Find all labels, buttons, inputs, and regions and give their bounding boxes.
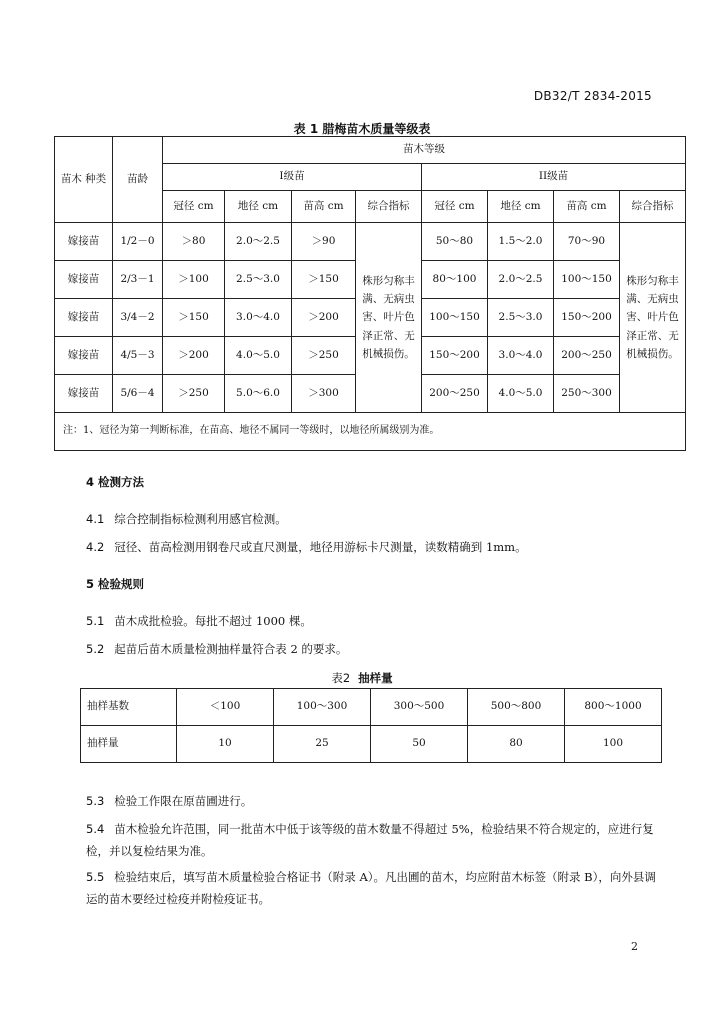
cell-g2-height: 70～90 [554,223,620,261]
cell-g2-crown: 50～80 [422,223,488,261]
cell-g2-base: 2.0～2.5 [488,261,554,299]
composite-index-grade1: 株形匀称丰满、无病虫害、叶片色泽正常、无机械损伤。 [356,223,422,413]
cell-age: 5/6－4 [113,375,163,413]
cell-g1-crown: ＞100 [163,261,225,299]
cell-g1-base: 5.0～6.0 [225,375,292,413]
subheader-cell: 地径 cm [225,191,292,223]
clause-number: 5.1 [86,614,105,628]
cell-g2-base: 3.0～4.0 [488,337,554,375]
clause-number: 5.4 [86,822,105,836]
composite-index-grade2: 株形匀称丰满、无病虫害、叶片色泽正常、无机械损伤。 [620,223,686,413]
cell-g2-base: 1.5～2.0 [488,223,554,261]
cell-g2-height: 250～300 [554,375,620,413]
cell-type: 嫁接苗 [55,337,113,375]
cell-g1-base: 4.0～5.0 [225,337,292,375]
cell-g1-crown: ＞250 [163,375,225,413]
cell-g1-height: ＞200 [292,299,356,337]
table-cell: 10 [177,726,274,763]
table-row [81,726,662,763]
table-cell: 80 [468,726,565,763]
paragraph-5-3 [86,790,666,812]
cell-g1-base: 3.0～4.0 [225,299,292,337]
table1-title: 表 1 腊梅苗木质量等级表 [293,122,431,136]
grading-table [54,136,686,451]
clause-text: 起苗后苗木质量检测抽样量符合表 2 的要求。 [114,642,348,656]
paragraph-5-4 [86,818,666,862]
col-header-type: 苗木 种类 [55,137,113,223]
cell-g1-base: 2.5～3.0 [225,261,292,299]
clause-text: 检验结束后，填写苗木质量检验合格证书（附录 A）。凡出圃的苗木，均应附苗木标签（附录 B），向外县调运的苗木要经过检疫并附检疫证书。 [86,870,656,906]
cell-g2-height: 150～200 [554,299,620,337]
cell-g1-base: 2.0～2.5 [225,223,292,261]
subheader-cell: 苗高 cm [292,191,356,223]
cell-g1-height: ＞300 [292,375,356,413]
cell-g2-base: 2.5～3.0 [488,299,554,337]
table2-title [0,670,724,686]
table2-title-number: 表2 [331,671,351,685]
table-cell: 500～800 [468,689,565,726]
cell-g2-crown: 150～200 [422,337,488,375]
sampling-table [80,688,662,763]
cell-g1-crown: ＞80 [163,223,225,261]
table2-title-text: 抽样量 [358,671,393,685]
cell-g1-height: ＞150 [292,261,356,299]
subheader-cell: 苗高 cm [554,191,620,223]
paragraph-5-5 [86,866,666,910]
standard-code: DB32/T 2834-2015 [533,89,652,103]
clause-text: 综合控制指标检测利用感官检测。 [114,512,287,526]
paragraph-5-1 [86,610,666,632]
clause-text: 苗木成批检验。每批不超过 1000 棵。 [114,614,312,628]
clause-text: 检验工作限在原苗圃进行。 [114,794,253,808]
clause-number: 4.1 [86,512,105,526]
clause-number: 5.2 [86,642,105,656]
table-cell: ＜100 [177,689,274,726]
cell-age: 1/2－0 [113,223,163,261]
section5-heading: 5 检验规则 [86,577,145,591]
table-cell: 800～1000 [565,689,662,726]
page-number: 2 [631,940,638,953]
cell-g1-crown: ＞200 [163,337,225,375]
cell-type: 嫁接苗 [55,375,113,413]
grade2-header: II级苗 [422,164,686,191]
row-label: 抽样量 [81,726,177,763]
cell-type: 嫁接苗 [55,261,113,299]
subheader-cell: 综合指标 [356,191,422,223]
col-header-age: 苗龄 [113,137,163,223]
table-row [55,223,686,261]
cell-age: 3/4－2 [113,299,163,337]
table-cell: 300～500 [371,689,468,726]
cell-g2-crown: 80～100 [422,261,488,299]
paragraph-5-2 [86,638,666,660]
cell-g2-height: 100～150 [554,261,620,299]
table-cell: 100～300 [274,689,371,726]
paragraph-4-2 [86,536,666,558]
cell-g1-height: ＞90 [292,223,356,261]
cell-age: 2/3－1 [113,261,163,299]
row-label: 抽样基数 [81,689,177,726]
cell-type: 嫁接苗 [55,299,113,337]
table-cell: 25 [274,726,371,763]
subheader-cell: 地径 cm [488,191,554,223]
clause-number: 5.5 [86,870,105,884]
table-cell: 50 [371,726,468,763]
cell-g2-crown: 200～250 [422,375,488,413]
subheader-cell: 冠径 cm [163,191,225,223]
paragraph-4-1 [86,508,666,530]
clause-number: 5.3 [86,794,105,808]
cell-age: 4/5－3 [113,337,163,375]
table1-note: 注：1、冠径为第一判断标准，在苗高、地径不属同一等级时，以地径所属级别为准。 [55,413,686,451]
subheader-cell: 冠径 cm [422,191,488,223]
cell-g1-crown: ＞150 [163,299,225,337]
cell-g2-height: 200～250 [554,337,620,375]
section4-heading: 4 检测方法 [86,475,145,489]
cell-g1-height: ＞250 [292,337,356,375]
clause-text: 苗木检验允许范围，同一批苗木中低于该等级的苗木数量不得超过 5%，检验结果不符合规定的，应进行复检，并以复检结果为准。 [86,822,654,858]
cell-type: 嫁接苗 [55,223,113,261]
clause-number: 4.2 [86,540,105,554]
cell-g2-base: 4.0～5.0 [488,375,554,413]
clause-text: 冠径、苗高检测用钢卷尺或直尺测量，地径用游标卡尺测量，读数精确到 1mm。 [114,540,527,554]
table-cell: 100 [565,726,662,763]
col-header-grade: 苗木等级 [163,137,686,164]
table-row [81,689,662,726]
subheader-cell: 综合指标 [620,191,686,223]
cell-g2-crown: 100～150 [422,299,488,337]
grade1-header: I级苗 [163,164,422,191]
